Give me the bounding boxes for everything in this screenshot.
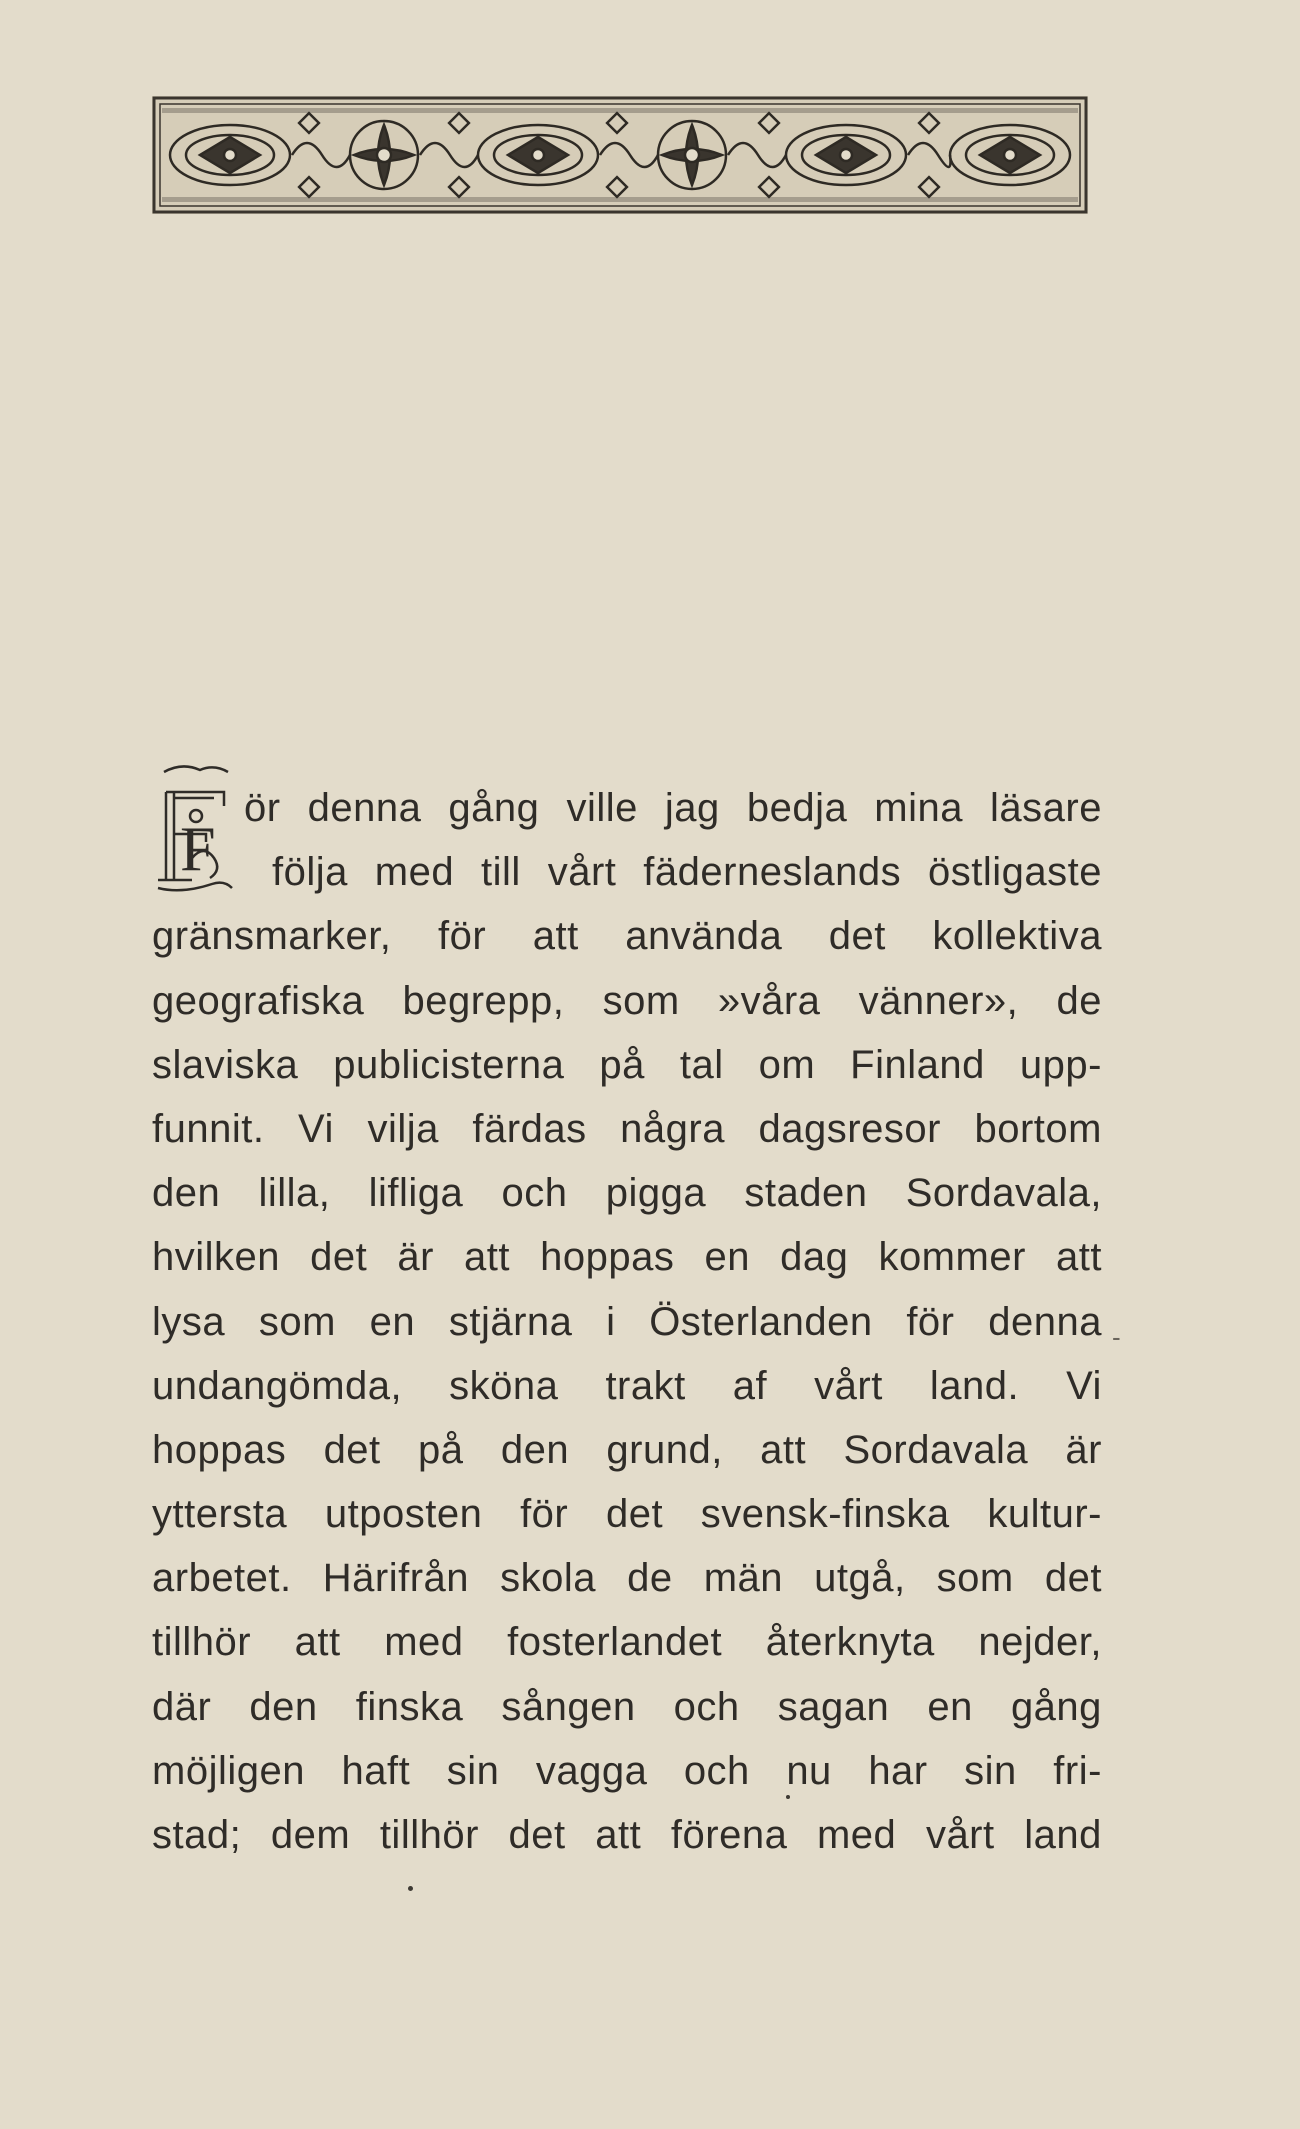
word: vårt [547,850,617,895]
word: vårt [814,1363,883,1408]
word: vänner», [858,978,1019,1023]
word: slaviska [152,1042,299,1087]
text-line [152,1418,1102,1482]
word: med [816,1813,897,1857]
word: för [906,1299,955,1344]
word: dem [270,1813,351,1857]
word: lifliga [368,1171,464,1216]
word: den [152,1171,221,1216]
word: utposten [324,1492,483,1537]
word: på [599,1042,645,1087]
word: pigga [605,1171,707,1216]
word: använda [625,914,783,959]
word: är [1065,1427,1102,1472]
word: nejder, [978,1620,1102,1665]
word: land. [929,1363,1020,1408]
word: sagan [777,1684,890,1729]
word: förena [670,1813,788,1857]
svg-text:F: F [180,813,216,884]
word: vårt [925,1813,995,1857]
word: det [605,1492,664,1537]
word: land [1024,1813,1102,1857]
word: ör [244,786,281,830]
word: fosterlandet [507,1620,723,1665]
word: och [683,1748,750,1793]
body-text [152,776,1102,1867]
word: dag [780,1235,849,1280]
word: mina [874,786,963,830]
word: återknyta [765,1620,935,1665]
word: för [520,1492,569,1537]
text-line [152,1225,1102,1289]
word: skola [500,1556,596,1601]
word: den [249,1684,318,1729]
word: yttersta [152,1492,288,1537]
text-line [152,776,1102,840]
word: är [397,1235,434,1280]
word: haft [341,1748,411,1793]
word: jag [664,786,720,830]
word: kommer [878,1235,1026,1280]
word: fäderneslands [643,850,902,895]
word: i [606,1299,616,1344]
word: det [310,1235,368,1280]
word: Sordavala, [905,1171,1102,1216]
word: på [418,1427,464,1472]
text-line [152,1610,1102,1674]
word: tillhör [379,1813,479,1857]
word: kollektiva [932,914,1102,959]
word: om [758,1042,816,1087]
text-line [152,969,1102,1033]
word: stjärna [448,1299,573,1344]
word: lilla, [258,1171,331,1216]
word: sången [501,1684,636,1729]
word: publicisterna [333,1042,565,1087]
word: bortom [974,1106,1102,1151]
word: stad; [152,1813,242,1857]
word: utgå, [814,1556,906,1601]
word: som [602,978,680,1023]
word: sin [446,1748,500,1793]
word: hoppas [540,1235,675,1280]
word: denna [307,786,422,830]
word: grund, [606,1427,723,1472]
word: att [464,1235,511,1280]
text-line [152,840,1102,904]
word: det [323,1427,381,1472]
word: den [500,1427,570,1472]
margin-mark: - [1112,1322,1121,1352]
text-line [152,1675,1102,1739]
text-line [152,1097,1102,1161]
text-line [152,1290,1102,1354]
text-line [152,1546,1102,1610]
word: undangömda, [152,1363,403,1408]
word: »våra [717,978,821,1023]
word: bedja [746,786,848,830]
text-line [152,1803,1102,1867]
word: som [258,1299,336,1344]
word: dagsresor [758,1106,941,1151]
word: Sordavala [843,1427,1029,1472]
word: att [760,1427,807,1472]
text-line [152,1161,1102,1225]
word: östligaste [928,850,1102,895]
word: upp- [1019,1042,1102,1087]
text-line [152,1033,1102,1097]
word: hvilken [152,1235,281,1280]
word: att [595,1813,642,1857]
word: vilja [367,1106,439,1151]
text-line [152,1354,1102,1418]
word: som [936,1556,1014,1601]
word: det [508,1813,566,1857]
word: tal [679,1042,724,1087]
word: att [294,1620,341,1665]
word: med [374,850,455,895]
word: vagga [535,1748,648,1793]
word: Härifrån [322,1556,470,1601]
word: hoppas [152,1427,287,1472]
word: kultur- [987,1492,1102,1537]
word: följa [272,850,348,895]
word: geografiska [152,978,365,1023]
word: de [1056,978,1102,1023]
word: färdas [472,1106,587,1151]
word: har [868,1748,928,1793]
word: arbetet. [152,1556,292,1601]
word: att [1056,1235,1102,1280]
word: svensk-finska [700,1492,950,1537]
word: till [481,850,521,895]
word: staden [744,1171,868,1216]
word: att [532,914,579,959]
word: med [384,1620,464,1665]
word: gränsmarker, [152,914,392,959]
word: Vi [1066,1363,1102,1408]
word: ville [566,786,638,830]
word: några [620,1106,725,1151]
word: där [152,1684,212,1729]
word: finska [355,1684,464,1729]
word: läsare [990,786,1102,830]
text-line [152,904,1102,968]
word: och [673,1684,740,1729]
word: det [1044,1556,1102,1601]
word: Österlanden [649,1299,873,1344]
word: män [703,1556,783,1601]
word: en [927,1684,973,1729]
text-line [152,1482,1102,1546]
header-ornament-icon [152,96,1088,214]
word: gång [448,786,540,830]
ink-speck [408,1886,413,1891]
word: nu [786,1748,832,1793]
word: fri- [1053,1748,1102,1793]
word: för [437,914,487,959]
word: och [501,1171,568,1216]
word: tillhör [152,1620,252,1665]
word: en [704,1235,750,1280]
word: en [369,1299,416,1344]
text-line [152,1739,1102,1803]
word: sköna [449,1363,559,1408]
word: trakt [605,1363,686,1408]
ink-speck [786,1795,790,1799]
word: Vi [298,1106,334,1151]
word: lysa [152,1299,226,1344]
word: det [828,914,886,959]
word: Finland [850,1042,985,1087]
word: funnit. [152,1106,265,1151]
word: sin [964,1748,1017,1793]
word: gång [1010,1684,1102,1729]
word: möjligen [152,1748,305,1793]
word: denna [988,1299,1102,1344]
word: begrepp, [402,978,565,1023]
word: de [627,1556,673,1601]
word: af [732,1363,768,1408]
